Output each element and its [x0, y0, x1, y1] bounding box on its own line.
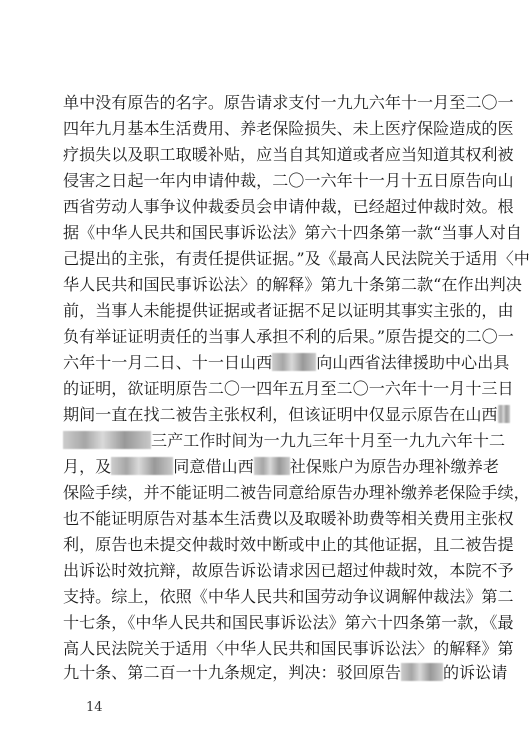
text-line: 支持。综上，依照《中华人民共和国劳动争议调解仲裁法》第二 — [63, 587, 514, 606]
text-line: 西省劳动人事争议仲裁委员会申请仲裁，已经超过仲裁时效。根 — [63, 197, 514, 216]
text-segment: 九十条、第二百一十九条规定，判决：驳回原告 — [63, 663, 401, 682]
text-line: 四年九月基本生活费用、养老保险损失、未上医疗保险造成的医 — [63, 119, 514, 138]
redaction-mask — [272, 353, 316, 371]
redaction-mask — [63, 431, 151, 449]
text-line: 利，原告也未提交仲裁时效中断或中止的其他证据，且二被告提 — [63, 535, 514, 554]
text-line: 十七条，《中华人民共和国民事诉讼法》第六十四条第一款，《最 — [63, 613, 514, 632]
text-line: 保险手续，并不能证明二被告同意给原告办理补缴养老保险手续， — [63, 483, 530, 502]
text-segment: 同意借山西 — [173, 457, 254, 476]
text-line — [63, 662, 508, 684]
text-segment: 社保账户为原告办理补缴养老 — [289, 457, 499, 476]
text-segment: 三产工作时间为一九九三年十月至一九九六年十二 — [151, 431, 506, 450]
text-line — [63, 430, 506, 452]
text-segment: 的诉讼请 — [442, 663, 508, 682]
text-line: 己提出的主张，有责任提供证据。”及《最高人民法院关于适用〈中 — [63, 249, 530, 268]
text-segment: 向山西省法律援助中心出具 — [316, 353, 510, 372]
text-line: 前，当事人未能提供证据或者证据不足以证明其事实主张的，由 — [63, 301, 514, 320]
text-line: 负有举证证明责任的当事人承担不利的后果。”原告提交的二〇一 — [63, 327, 514, 346]
redaction-mask — [111, 457, 173, 475]
text-line — [63, 456, 499, 478]
text-segment: 六年十一月二日、十一日山西 — [63, 353, 273, 372]
text-line: 也不能证明原告对基本生活费以及取暖补助费等相关费用主张权 — [63, 509, 514, 528]
text-segment: 期间一直在找二被告主张权利，但该证明中仅显示原告在山西 — [63, 405, 498, 424]
text-line: 据《中华人民共和国民事诉讼法》第六十四条第一款“当事人对自 — [63, 223, 522, 242]
page-number: 14 — [86, 700, 103, 715]
text-line: 单中没有原告的名字。原告请求支付一九九六年十一月至二〇一 — [63, 93, 514, 112]
text-line — [63, 352, 510, 374]
redaction-mask — [401, 663, 443, 681]
redaction-mask — [254, 457, 290, 475]
text-line: 华人民共和国民事诉讼法〉的解释》第九十条第二款“在作出判决 — [63, 275, 522, 294]
text-segment: 月，及 — [63, 457, 112, 476]
text-line: 出诉讼时效抗辩，故原告诉讼请求因已超过仲裁时效，本院不予 — [63, 561, 514, 580]
text-line: 高人民法院关于适用〈中华人民共和国民事诉讼法〉的解释》第 — [63, 639, 514, 658]
text-line: 的证明，欲证明原告二〇一四年五月至二〇一六年十一月十三日 — [63, 379, 514, 398]
text-line: 疗损失以及职工取暖补贴，应当自其知道或者应当知道其权利被 — [63, 145, 514, 164]
text-line: 侵害之日起一年内申请仲裁，二〇一六年十一月十五日原告向山 — [63, 171, 514, 190]
text-line — [63, 404, 498, 426]
redaction-mask — [498, 405, 510, 423]
